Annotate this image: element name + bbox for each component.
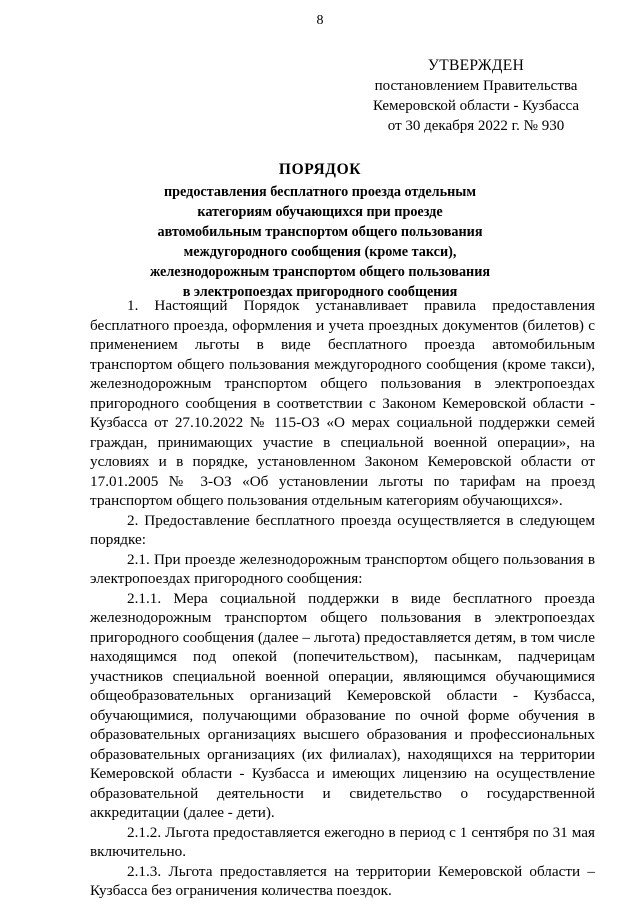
approval-title: УТВЕРЖДЕН [427,57,525,74]
paragraph-2: 2. Предоставление бесплатного проезда осуществляется в следующем порядке: [90,511,595,548]
approval-stamp [358,56,594,136]
document-title-line: в электропоездах пригородного сообщения [182,284,458,300]
document-title-line: междугородного сообщения (кроме такси), [183,244,457,260]
approval-line: постановлением Правительства [374,78,578,94]
document-title-line: автомобильным транспортом общего пользования [157,224,483,240]
approval-line: от 30 декабря 2022 г. № 930 [387,118,565,134]
paragraph-2-1-3: 2.1.3. Льгота предоставляется на территории Кемеровской области – Кузбасса без ограничения количества поездок. [90,862,595,899]
document-title-line: категориям обучающихся при проезде [197,204,443,220]
document-body [90,296,595,901]
document-title-line: предоставления бесплатного проезда отдельным [163,184,477,200]
document-title-main: ПОРЯДОК [278,161,362,178]
paragraph-2-1: 2.1. При проезде железнодорожным транспортом общего пользования в электропоездах пригородного сообщения: [90,550,595,587]
document-title [100,160,540,302]
approval-line: Кемеровской области - Кузбасса [372,98,580,114]
paragraph-2-1-1: 2.1.1. Мера социальной поддержки в виде бесплатного проезда железнодорожным транспортом общего пользования в электропоездах пригородного сообщения (далее – льгота) предоставляется детям, в том числе находящимся под опекой (попечительством), пасынкам, падчерицам участников специальной военной операции, являющимся обучающимися общеобразовательных организаций Кемеровской области - Кузбасса, обучающимися, получающими образование по очной форме обучения в образовательных организациях высшего образования и профессиональных образовательных организациях (их филиалах), находящихся на территории Кемеровской области - Кузбасса и имеющих лицензию на осуществление образовательной деятельности и свидетельство о государственной аккредитации (далее - дети). [90,589,595,821]
document-title-line: железнодорожным транспортом общего пользования [149,264,491,280]
page-number: 8 [316,13,324,28]
paragraph-1: 1. Настоящий Порядок устанавливает правила предоставления бесплатного проезда, оформления и учета проездных документов (билетов) с применением льготы в виде бесплатного проезда автомобильным транспортом общего пользования междугородного сообщения (кроме такси), железнодорожным транспортом общего пользования в электропоездах пригородного сообщения в соответствии с Законом Кемеровской области - Кузбасса от 27.10.2022 № 115-ОЗ «О мерах социальной поддержки семей граждан, принимающих участие в специальной военной операции», на условиях и в порядке, установленном Законом Кемеровской области от 17.01.2005 № 3-ОЗ «Об установлении льготы по тарифам на проезд транспортом общего пользования отдельным категориям обучающихся». [90,297,595,509]
paragraph-2-1-2: 2.1.2. Льгота предоставляется ежегодно в период с 1 сентября по 31 мая включительно. [90,823,595,860]
